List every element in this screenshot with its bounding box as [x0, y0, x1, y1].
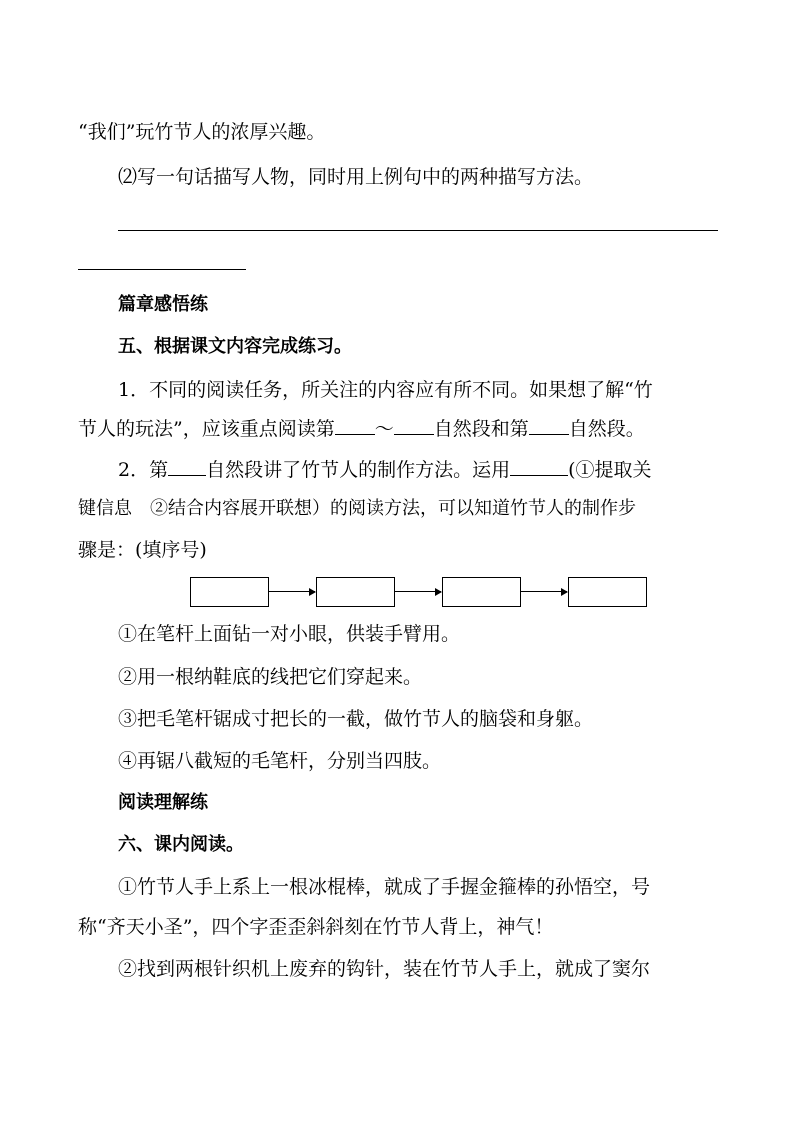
- question-prompt: ⑵写一句话描写人物，同时用上例句中的两种描写方法。: [118, 166, 594, 188]
- answer-box-2[interactable]: [316, 577, 395, 607]
- question-text: 骤是：(填序号): [78, 539, 207, 561]
- question-text: [78, 417, 645, 441]
- answer-line[interactable]: [118, 230, 718, 231]
- question-title: 五、根据课文内容完成练习。: [118, 336, 352, 357]
- answer-line[interactable]: [78, 269, 246, 270]
- text-segment: 自然段。: [568, 418, 645, 440]
- step-item: ②用一根纳鞋底的线把它们穿起来。: [118, 666, 423, 688]
- passage-text: ②找到两根针织机上废弃的钩针，装在竹节人手上，就成了窦尔: [118, 958, 651, 980]
- section-title: 阅读理解练: [118, 792, 208, 813]
- arrow-right-icon: [269, 591, 315, 592]
- fill-blank[interactable]: [510, 459, 568, 476]
- section-title: 篇章感悟练: [118, 294, 208, 315]
- text-segment: 2．第: [118, 459, 169, 481]
- question-text: [118, 458, 652, 482]
- fill-blank[interactable]: [529, 418, 569, 435]
- fill-blank[interactable]: [335, 418, 375, 435]
- answer-box-3[interactable]: [442, 577, 521, 607]
- step-item: ①在笔杆上面钻一对小眼，供装手臂用。: [118, 623, 461, 645]
- step-order-diagram: [190, 577, 650, 607]
- fill-blank[interactable]: [394, 418, 434, 435]
- passage-text: 称“齐天小圣”，四个字歪歪斜斜刻在竹节人背上，神气！: [78, 916, 554, 938]
- question-title: 六、课内阅读。: [118, 834, 244, 855]
- step-item: ③把毛笔杆锯成寸把长的一截，做竹节人的脑袋和身躯。: [118, 708, 594, 730]
- arrow-right-icon: [521, 591, 567, 592]
- question-text: 1．不同的阅读任务，所关注的内容应有所不同。如果想了解“竹: [118, 379, 653, 401]
- text-segment: ～: [374, 418, 394, 440]
- answer-box-4[interactable]: [568, 577, 647, 607]
- arrow-right-icon: [395, 591, 441, 592]
- fill-blank[interactable]: [168, 459, 206, 476]
- text-line: “我们”玩竹节人的浓厚兴趣。: [78, 121, 326, 143]
- text-segment: (①提取关: [568, 459, 652, 481]
- text-segment: 自然段和第: [433, 418, 529, 440]
- step-item: ④再锯八截短的毛笔杆，分别当四肢。: [118, 750, 442, 772]
- question-text: 键信息 ②结合内容展开联想）的阅读方法，可以知道竹节人的制作步: [78, 498, 636, 519]
- answer-box-1[interactable]: [190, 577, 269, 607]
- text-segment: 节人的玩法”，应该重点阅读第: [78, 418, 335, 440]
- text-segment: 自然段讲了竹节人的制作方法。运用: [206, 459, 511, 481]
- passage-text: ①竹节人手上系上一根冰棍棒，就成了手握金箍棒的孙悟空，号: [118, 876, 651, 898]
